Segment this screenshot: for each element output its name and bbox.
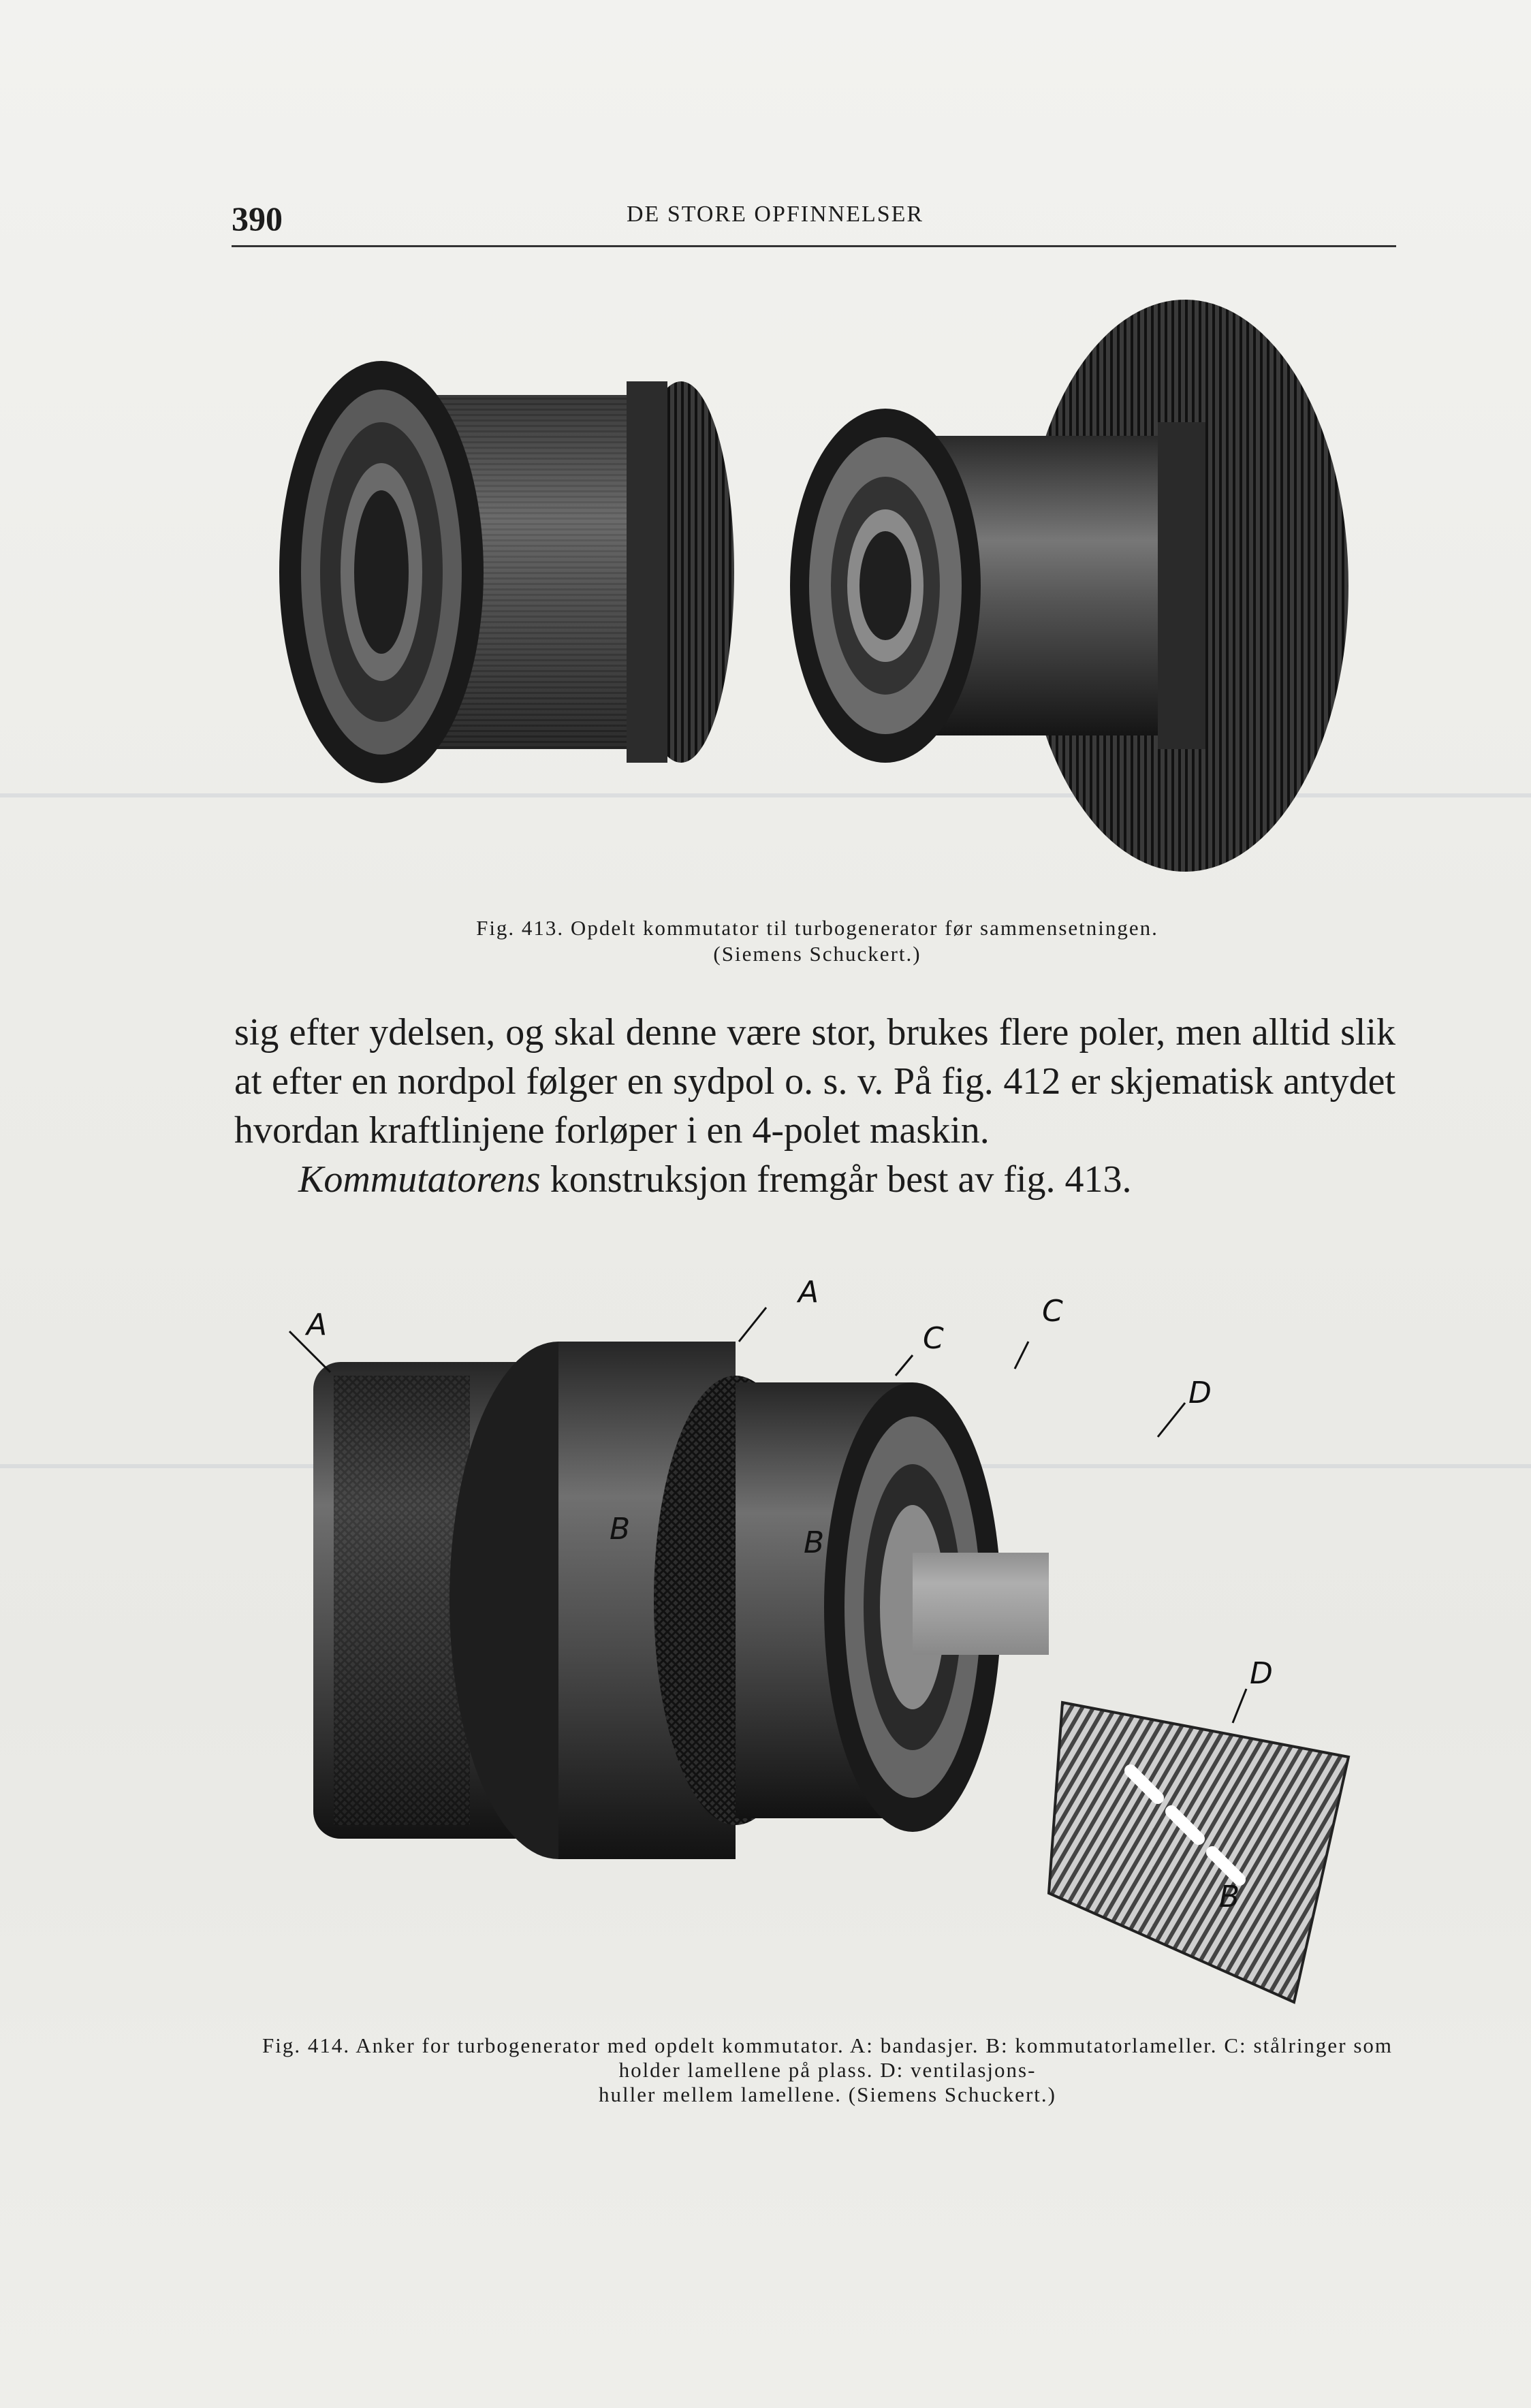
paragraph: sig efter ydelsen, og skal denne være stor, brukes flere poler, men alltid slik at efter en nordpol følger en sydpol o. s. v. På fig. 412 er skjematisk antydet hvordan kraftlinjene forløper i en 4-polet maskin. bbox=[234, 1011, 1395, 1152]
label-d-top: D bbox=[1188, 1376, 1212, 1410]
label-a-top: A bbox=[798, 1275, 819, 1310]
running-title: DE STORE OPFINNELSER bbox=[627, 202, 924, 227]
label-b-right: B bbox=[804, 1525, 825, 1560]
label-d-detail: D bbox=[1250, 1656, 1273, 1691]
label-b-detail: B bbox=[1219, 1880, 1240, 1914]
figure-413-image bbox=[272, 300, 1376, 899]
paragraph-text: konstruksjon fremgår best av fig. 413. bbox=[540, 1158, 1132, 1201]
figure-414-caption bbox=[262, 2033, 1393, 2107]
figure-413-caption bbox=[286, 915, 1348, 967]
body-text bbox=[234, 1008, 1395, 1204]
header-rule bbox=[232, 245, 1396, 247]
paragraph bbox=[234, 1155, 1395, 1204]
caption-line: huller mellem lamellene. (Siemens Schuckert.) bbox=[599, 2082, 1056, 2106]
label-c-first: C bbox=[923, 1321, 944, 1356]
label-b-left: B bbox=[610, 1512, 631, 1547]
caption-line: (Siemens Schuckert.) bbox=[713, 942, 921, 966]
label-a-left: A bbox=[306, 1308, 328, 1342]
caption-line: Fig. 414. Anker for turbogenerator med opdelt kommutator. A: bandasjer. B: kommutatorlameller. C: stålringer som holder lamellene på plass. D: ventilasjons- bbox=[262, 2033, 1393, 2082]
page-number: 390 bbox=[232, 200, 283, 238]
italic-word: Kommutatorens bbox=[298, 1158, 541, 1201]
label-c-second: C bbox=[1042, 1294, 1063, 1329]
caption-line: Fig. 413. Opdelt kommutator til turbogenerator før sammensetningen. bbox=[476, 916, 1158, 940]
